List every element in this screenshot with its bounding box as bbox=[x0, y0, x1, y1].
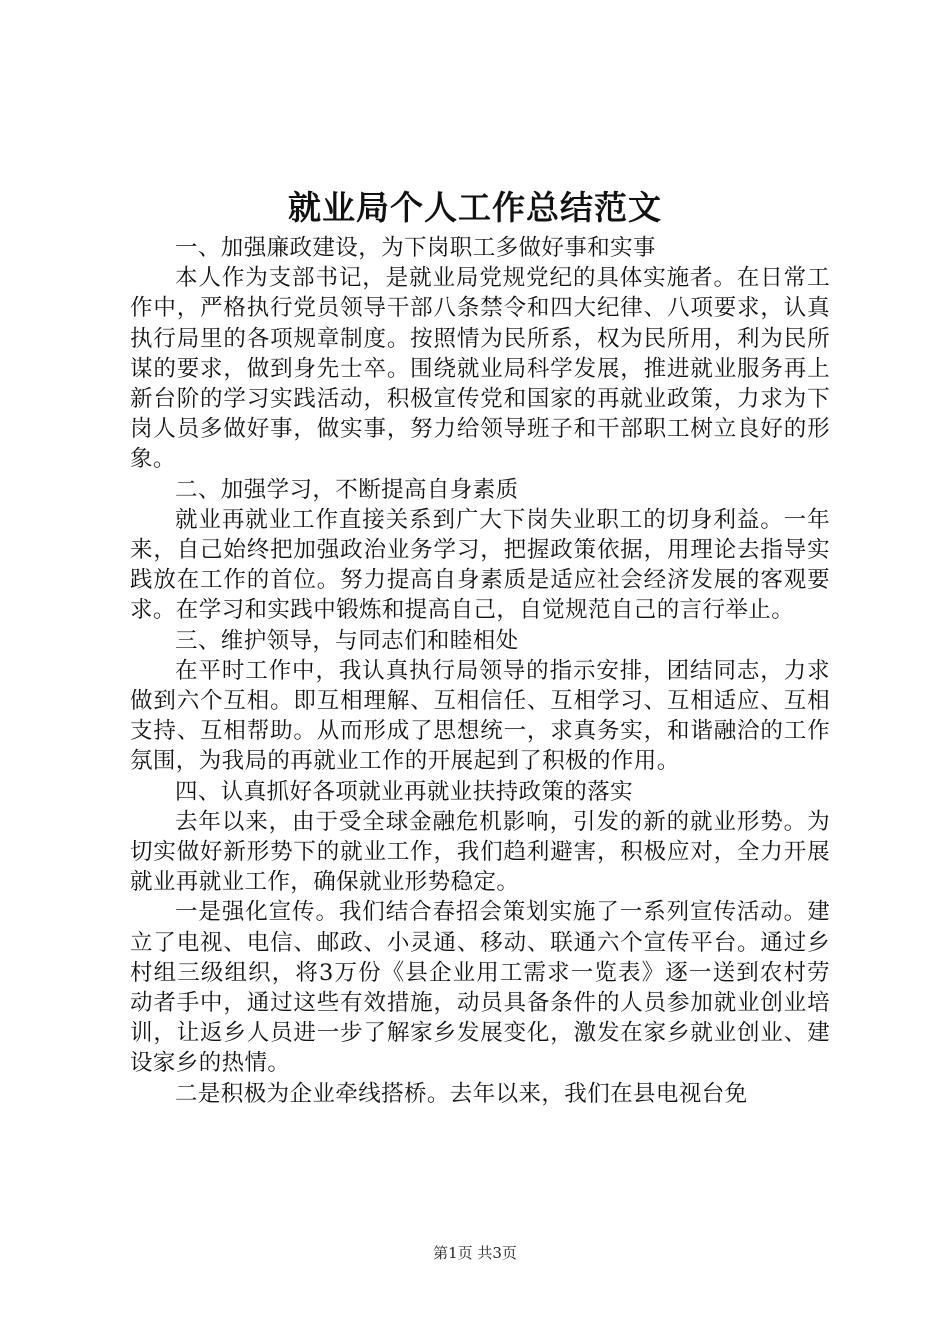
document-body bbox=[130, 233, 830, 1109]
section-3-paragraph-1: 在平时工作中，我认真执行局领导的指示安排，团结同志，力求做到六个互相。即互相理解、互相信任、互相学习、互相适应、互相支持、互相帮助。从而形成了思想统一，求真务实，和谐融洽的工作氛围，为我局的再就业工作的开展起到了积极的作用。 bbox=[130, 657, 830, 775]
page-footer: 第1页 共3页 bbox=[433, 1244, 517, 1262]
section-2-heading: 二、加强学习，不断提高自身素质 bbox=[175, 476, 519, 503]
section-4-paragraph-2: 一是强化宣传。我们结合春招会策划实施了一系列宣传活动。建立了电视、电信、邮政、小灵通、移动、联通六个宣传平台。通过乡村组三级组织，将3万份《县企业用工需求一览表》逐一送到农村劳动者手中，通过这些有效措施，动员具备条件的人员参加就业创业培训，让返乡人员进一步了解家乡发展变化，激发在家乡就业创业、建设家乡的热情。 bbox=[130, 899, 830, 1077]
section-4-paragraph-1: 去年以来，由于受全球金融危机影响，引发的新的就业形势。为切实做好新形势下的就业工作，我们趋利避害，积极应对，全力开展就业再就业工作，确保就业形势稳定。 bbox=[130, 808, 830, 896]
section-3-heading: 三、维护领导，与同志们和睦相处 bbox=[175, 627, 519, 654]
section-4-heading: 四、认真抓好各项就业再就业扶持政策的落实 bbox=[175, 778, 634, 805]
document-title: 就业局个人工作总结范文 bbox=[288, 188, 662, 227]
section-4-paragraph-3: 二是积极为企业牵线搭桥。去年以来，我们在县电视台免 bbox=[175, 1080, 748, 1107]
section-1-heading: 一、加强廉政建设，为下岗职工多做好事和实事 bbox=[175, 235, 656, 261]
section-2-paragraph-1: 就业再就业工作直接关系到广大下岗失业职工的切身利益。一年来，自己始终把加强政治业务学习，把握政策依据，用理论去指导实践放在工作的首位。努力提高自身素质是适应社会经济发展的客观要求。在学习和实践中锻炼和提高自己，自觉规范自己的言行举止。 bbox=[130, 506, 830, 624]
section-1-paragraph-1: 本人作为支部书记，是就业局党规党纪的具体实施者。在日常工作中，严格执行党员领导干部八条禁令和四大纪律、八项要求，认真执行局里的各项规章制度。按照情为民所系，权为民所用，利为民所谋的要求，做到身先士卒。围绕就业局科学发展，推进就业服务再上新台阶的学习实践活动，积极宣传党和国家的再就业政策，力求为下岗人员多做好事，做实事，努力给领导班子和干部职工树立良好的形象。 bbox=[130, 265, 830, 473]
